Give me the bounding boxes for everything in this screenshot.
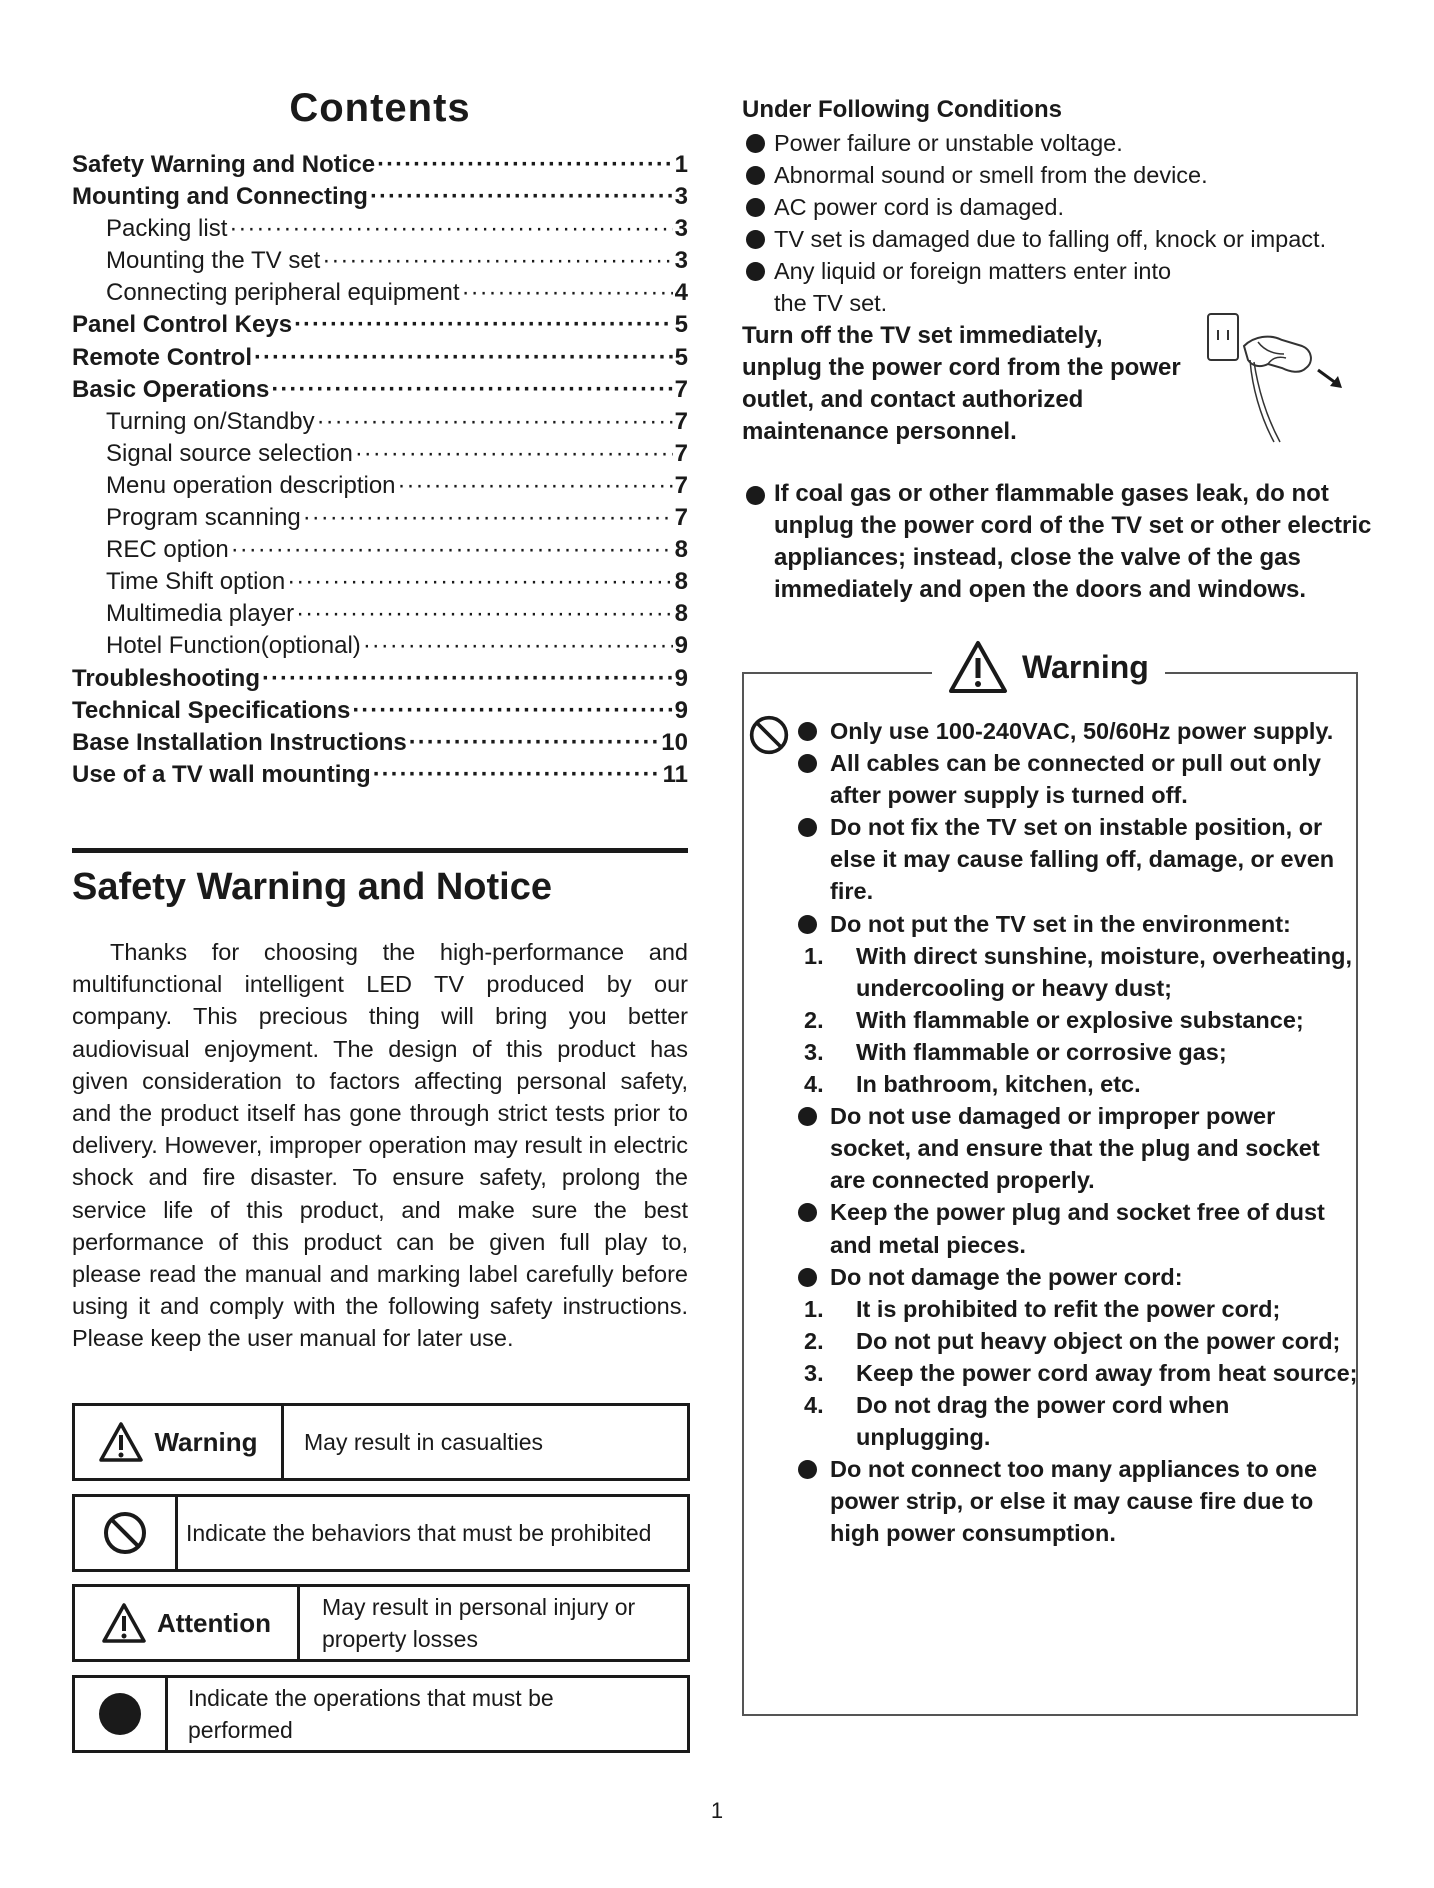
legend-text: Indicate the behaviors that must be prohibited — [186, 1520, 652, 1546]
toc-entry — [72, 376, 688, 408]
bullet-dot — [798, 915, 817, 934]
warning-subitem-number: 2. — [804, 1327, 824, 1354]
toc-entry-label: Packing list — [106, 215, 228, 243]
toc-entry-page: 3 — [674, 215, 688, 243]
toc-entry-page: 10 — [661, 728, 688, 756]
legend-label: Warning — [154, 1426, 258, 1457]
condition-text: AC power cord is damaged. — [774, 194, 1064, 221]
condition-text: Any liquid or foreign matters enter into the TV set. — [774, 258, 1172, 317]
toc-leader-dots — [363, 632, 673, 660]
toc-entry-label: Technical Specifications — [72, 696, 351, 724]
toc-entry-label: Use of a TV wall mounting — [72, 760, 371, 788]
warning-subitem-body — [804, 1036, 1358, 1068]
page-number: 1 — [710, 1798, 724, 1823]
legend-warning — [72, 1403, 690, 1481]
toc-entry — [72, 729, 688, 761]
warning-subitem-number: 3. — [804, 1359, 824, 1386]
toc-leader-dots — [377, 151, 672, 179]
warning-item-text: All cables can be connected or pull out only after power supply is turned off. — [830, 750, 1321, 809]
unplug-illustration-icon — [1202, 306, 1352, 446]
bullet-dot — [746, 486, 765, 505]
warning-item-text: Do not fix the TV set on instable position, or else it may cause falling off, damage, or even fire. — [830, 814, 1335, 905]
toc-entry-page: 9 — [674, 632, 688, 660]
bullet-dot — [798, 1203, 817, 1222]
prohibited-icon — [102, 1510, 148, 1556]
condition-text: Abnormal sound or smell from the device. — [774, 162, 1208, 189]
toc-leader-dots — [355, 440, 673, 468]
toc-entry — [72, 632, 688, 664]
bullet-dot — [798, 1107, 817, 1126]
warning-item-text: Do not use damaged or improper power socket, and ensure that the plug and socket are connected properly. — [830, 1103, 1320, 1194]
condition-item — [742, 223, 1378, 255]
toc-leader-dots — [322, 247, 672, 275]
warning-subitem-body — [804, 1293, 1358, 1325]
toc-entry-page: 5 — [674, 311, 688, 339]
legend-symbol-cell — [75, 1587, 300, 1659]
toc-entry-page: 7 — [674, 375, 688, 403]
warning-subitem — [798, 1036, 1358, 1068]
legend-symbol-cell — [75, 1406, 284, 1478]
warning-subitem-number: 4. — [804, 1071, 824, 1098]
legend-prohibited — [72, 1494, 690, 1572]
toc-entry-label: Time Shift option — [106, 568, 286, 596]
condition-item — [742, 159, 1378, 191]
warning-triangle-icon — [101, 1602, 147, 1644]
warning-subitem — [798, 940, 1358, 1004]
warning-subitem-body — [804, 1068, 1358, 1100]
legend-text: May result in personal injury or property losses — [322, 1594, 636, 1652]
warning-list — [798, 715, 1358, 1549]
warning-item — [798, 747, 1358, 811]
legend-symbol-cell — [75, 1678, 168, 1750]
toc-entry — [72, 215, 688, 247]
warning-subitem-text: With flammable or explosive substance; — [856, 1006, 1304, 1033]
toc-leader-dots — [294, 311, 673, 339]
toc-entry-label: Program scanning — [106, 504, 301, 532]
toc-entry-page: 3 — [674, 247, 688, 275]
toc-entry — [72, 472, 688, 504]
intro-paragraph: Thanks for choosing the high-performance and multifunctional intelligent LED TV produced by our company. This precious thing will bring you better audiovisual enjoyment. The design of this product has given consideration to factors affecting personal safety, and the product itself has gone through strict tests prior to delivery. However, improper operation may result in electric shock and fire disaster. To ensure safety, prolong the service life of this product, and make sure the best performance of this product can be given full play to, please read the manual and marking label carefully before using it and comply with the following safety instructions. Please keep the user manual for later use. — [72, 939, 688, 1352]
toc-entry-label: Hotel Function(optional) — [106, 632, 361, 660]
warning-item — [798, 1196, 1358, 1260]
bullet-dot — [798, 1268, 817, 1287]
warning-subitem — [798, 1325, 1358, 1357]
toc-leader-dots — [462, 279, 673, 307]
toc-entry-label: Basic Operations — [72, 375, 270, 403]
condition-item — [742, 127, 1378, 159]
toc-entry — [72, 344, 688, 376]
toc-leader-dots — [262, 665, 673, 693]
condition-text: TV set is damaged due to falling off, knock or impact. — [774, 226, 1327, 253]
toc-entry-page: 4 — [674, 279, 688, 307]
toc-entry-page: 3 — [674, 183, 688, 211]
toc-entry-page: 8 — [674, 568, 688, 596]
warning-item — [798, 715, 1358, 747]
warning-subitem-body — [804, 1357, 1358, 1389]
warning-box-heading — [932, 640, 1165, 694]
warning-subitem-number: 4. — [804, 1391, 824, 1418]
warning-triangle-icon — [948, 640, 1008, 694]
bullet-dot — [746, 230, 765, 249]
toc-leader-dots — [373, 761, 661, 789]
toc-entry-label: Troubleshooting — [72, 664, 260, 692]
toc-entry-label: Base Installation Instructions — [72, 728, 407, 756]
bullet-dot — [746, 134, 765, 153]
warning-subitem — [798, 1293, 1358, 1325]
turn-off-instruction: Turn off the TV set immediately, unplug the power cord from the power outlet, and contact authorized maintenance personnel. — [742, 322, 1181, 446]
warning-item — [798, 908, 1358, 940]
toc-entry-page: 7 — [674, 407, 688, 435]
warning-subitem-text: Do not put heavy object on the power cord; — [856, 1327, 1341, 1354]
toc-entry-label: Mounting the TV set — [106, 247, 321, 275]
toc-entry — [72, 183, 688, 215]
toc-entry-page: 8 — [674, 536, 688, 564]
toc-leader-dots — [296, 600, 673, 628]
toc-entry-label: Menu operation description — [106, 471, 396, 499]
toc-entry — [72, 536, 688, 568]
prohibited-icon — [748, 714, 790, 756]
toc-entry-page: 11 — [662, 760, 688, 788]
toc-leader-dots — [370, 183, 673, 211]
toc-leader-dots — [231, 536, 673, 564]
warning-subitem-number: 1. — [804, 1295, 824, 1322]
toc-leader-dots — [271, 376, 672, 404]
toc-entry — [72, 311, 688, 343]
warning-subitem-body — [804, 940, 1358, 1004]
legend-label: Attention — [156, 1607, 272, 1638]
toc-entry-page: 9 — [674, 696, 688, 724]
toc-entry — [72, 600, 688, 632]
bullet-dot — [746, 262, 765, 281]
toc-leader-dots — [352, 697, 672, 725]
toc-entry-page: 1 — [674, 151, 688, 178]
warning-subitem-text: It is prohibited to refit the power cord; — [856, 1295, 1281, 1322]
gas-leak-warning — [742, 478, 1404, 606]
warning-item-text: Do not damage the power cord: — [830, 1263, 1183, 1290]
warning-item — [798, 811, 1358, 907]
toc-entry-page: 7 — [674, 471, 688, 499]
warning-subitem-body — [804, 1325, 1358, 1357]
warning-subitem-text: With direct sunshine, moisture, overheating, undercooling or heavy dust; — [856, 942, 1352, 1001]
warning-subitem-text: Keep the power cord away from heat source; — [856, 1359, 1358, 1386]
toc-leader-dots — [287, 568, 672, 596]
toc-entry-page: 8 — [674, 600, 688, 628]
toc-entry-page: 7 — [674, 439, 688, 467]
toc-entry — [72, 151, 688, 183]
toc-entry-label: Panel Control Keys — [72, 311, 293, 339]
filled-circle-icon — [97, 1691, 143, 1737]
warning-subitem-body — [804, 1004, 1358, 1036]
toc-entry-label: Safety Warning and Notice — [72, 151, 376, 178]
warning-triangle-icon — [98, 1421, 144, 1463]
warning-subitem — [798, 1004, 1358, 1036]
warning-subitem — [798, 1389, 1358, 1453]
toc-entry-page: 9 — [674, 664, 688, 692]
bullet-dot — [798, 1460, 817, 1479]
warning-item-text: Only use 100-240VAC, 50/60Hz power supply. — [830, 718, 1334, 744]
bullet-dot — [798, 818, 817, 837]
condition-item — [742, 191, 1378, 223]
toc-entry-label: Connecting peripheral equipment — [106, 279, 460, 307]
warning-item-text: Do not put the TV set in the environment: — [830, 910, 1291, 937]
toc-entry — [72, 504, 688, 536]
toc-entry-label: Multimedia player — [106, 600, 295, 628]
toc-entry-page: 5 — [674, 343, 688, 371]
warning-subitem-body — [804, 1389, 1358, 1453]
toc-leader-dots — [303, 504, 673, 532]
toc-entry — [72, 697, 688, 729]
toc-entry — [72, 408, 688, 440]
warning-item-text: Keep the power plug and socket free of dust and metal pieces. — [830, 1199, 1325, 1258]
warning-subitem-number: 3. — [804, 1038, 824, 1065]
toc-leader-dots — [409, 729, 660, 757]
warning-subitem-text: Do not drag the power cord when unplugging. — [856, 1391, 1230, 1451]
legend-attention — [72, 1584, 690, 1662]
table-of-contents — [72, 151, 688, 793]
toc-leader-dots — [229, 215, 672, 243]
toc-entry — [72, 279, 688, 311]
toc-entry-label: Remote Control — [72, 343, 252, 371]
legend-symbol-cell — [75, 1497, 178, 1569]
warning-subitem-text: With flammable or corrosive gas; — [856, 1038, 1227, 1065]
toc-entry — [72, 568, 688, 600]
toc-entry-page: 7 — [674, 504, 688, 532]
warning-subitem-number: 1. — [804, 942, 824, 969]
conditions-title: Under Following Conditions — [742, 96, 1062, 123]
legend-text: Indicate the operations that must be performed — [188, 1685, 554, 1743]
warning-subitem — [798, 1357, 1358, 1389]
bullet-dot — [798, 754, 817, 773]
warning-subitem-number: 2. — [804, 1006, 824, 1033]
legend-mandatory — [72, 1675, 690, 1753]
section-divider — [72, 848, 688, 853]
toc-entry-label: Mounting and Connecting — [72, 183, 368, 211]
warning-item — [798, 1100, 1358, 1196]
toc-entry — [72, 440, 688, 472]
toc-leader-dots — [317, 408, 673, 436]
toc-entry — [72, 665, 688, 697]
toc-leader-dots — [254, 344, 673, 372]
gas-leak-text: If coal gas or other flammable gases leak, do not unplug the power cord of the TV set or other electric appliances; instead, close the valve of the gas immediately and open the doors and windows. — [774, 480, 1372, 604]
warning-item — [798, 1453, 1358, 1549]
toc-leader-dots — [398, 472, 673, 500]
warning-item — [798, 1261, 1358, 1293]
bullet-dot — [746, 166, 765, 185]
warning-item-text: Do not connect too many appliances to one power strip, or else it may cause fire due to high power consumption. — [830, 1456, 1318, 1547]
warning-box-title: Warning — [1022, 648, 1149, 685]
warning-subitem — [798, 1068, 1358, 1100]
conditions-list — [742, 127, 1378, 320]
toc-entry-label: Turning on/Standby — [106, 407, 315, 435]
legend-text: May result in casualties — [304, 1429, 544, 1455]
toc-entry — [72, 761, 688, 793]
contents-title: Contents — [289, 86, 471, 130]
condition-text: Power failure or unstable voltage. — [774, 130, 1123, 156]
bullet-dot — [746, 198, 765, 217]
section-title: Safety Warning and Notice — [72, 866, 552, 908]
bullet-dot — [798, 722, 817, 741]
toc-entry — [72, 247, 688, 279]
toc-entry-label: Signal source selection — [106, 439, 353, 467]
toc-entry-label: REC option — [106, 536, 229, 564]
warning-subitem-text: In bathroom, kitchen, etc. — [856, 1071, 1141, 1098]
